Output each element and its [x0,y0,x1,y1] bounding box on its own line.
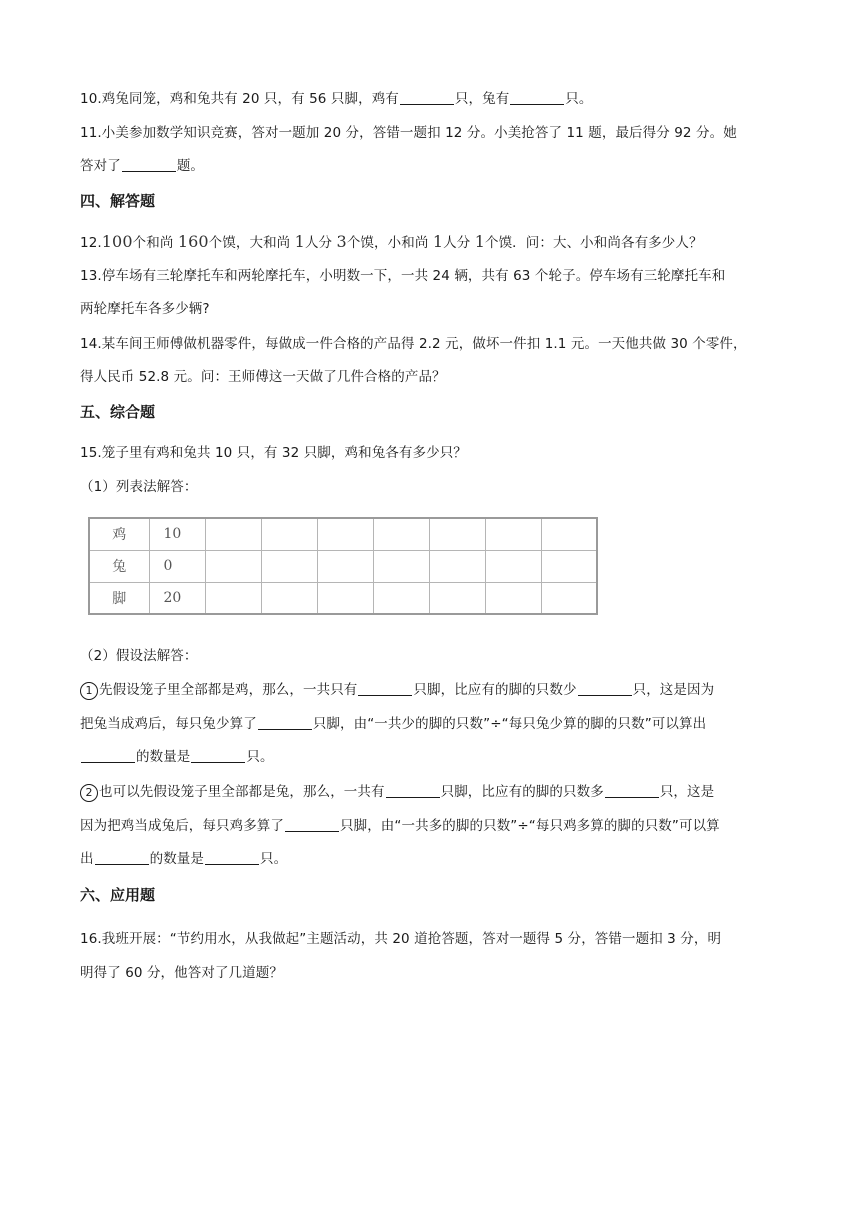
table-cell [541,582,597,614]
table-cell: 0 [149,550,205,582]
table-cell [205,550,261,582]
answer-blank [81,748,135,763]
assumption-2-line-2: 因为把鸡当成兔后，每只鸡多算了 只脚，由“一共多的脚的只数”÷“每只鸡多算的脚的只数”可以算 [80,818,720,834]
table-cell [485,582,541,614]
answer-blank [191,748,245,763]
table-cell: 20 [149,582,205,614]
table-cell [429,582,485,614]
question-15-stem: 15.笼子里有鸡和兔共 10 只，有 32 只脚，鸡和兔各有多少只？ [80,445,467,461]
table-cell [261,550,317,582]
question-11-line-1: 11.小美参加数学知识竞赛，答对一题加 20 分，答错一题扣 12 分。小美抢答了 11 题，最后得分 92 分。她 [80,125,737,141]
table-cell [317,582,373,614]
answer-blank [605,783,659,798]
assumption-1-line-2: 把兔当成鸡后，每只兔少算了 只脚，由“一共少的脚的只数”÷“每只兔少算的脚的只数”可以算出 [80,716,707,732]
section-heading-4: 四、解答题 [80,192,156,210]
table-cell [317,550,373,582]
question-16-line-1: 16.我班开展：“节约用水，从我做起”主题活动，共 20 道抢答题，答对一题得 5 分，答错一题扣 3 分，明 [80,931,722,947]
assumption-2-line-3: 出 的数量是 只。 [80,851,288,867]
table-cell: 脚 [89,582,149,614]
question-10: 10.鸡兔同笼，鸡和兔共有 20 只，有 56 只脚，鸡有 只，兔有 只。 [80,91,593,107]
list-method-table [88,517,598,615]
table-row [89,518,597,550]
table-cell [205,582,261,614]
assumption-2-line-1: 2 也可以先假设笼子里全部都是兔，那么，一共有 只脚，比应有的脚的只数多 只，这是 [80,782,714,802]
table-cell [485,550,541,582]
table-cell [429,518,485,550]
question-12: 12.100个和尚 160个馍，大和尚 1人分 3个馍，小和尚 1人分 1个馍．问：大、小和尚各有多少人？ [80,232,703,251]
answer-blank [386,783,440,798]
question-11-line-2: 答对了 题。 [80,158,205,174]
question-13-line-1: 13.停车场有三轮摩托车和两轮摩托车，小明数一下，一共 24 辆，共有 63 个轮子。停车场有三轮摩托车和 [80,268,726,284]
section-heading-5: 五、综合题 [80,403,156,421]
circled-number-1: 1 [80,682,98,700]
table-cell: 兔 [89,550,149,582]
question-14-line-1: 14.某车间王师傅做机器零件，每做成一件合格的产品得 2.2 元，做坏一件扣 1.1 元。一天他共做 30 个零件， [80,336,747,352]
question-14-line-2: 得人民币 52.8 元。问：王师傅这一天做了几件合格的产品？ [80,369,446,385]
table-cell [317,518,373,550]
assumption-1-line-1: 1 先假设笼子里全部都是鸡，那么，一共只有 只脚，比应有的脚的只数少 只，这是因为 [80,680,714,700]
question-13-line-2: 两轮摩托车各多少辆? [80,301,210,317]
question-15-part-2: （2）假设法解答： [80,648,198,664]
section-heading-6: 六、应用题 [80,886,156,904]
answer-blank [205,850,259,865]
question-16-line-2: 明得了 60 分，他答对了几道题？ [80,965,283,981]
table-cell: 鸡 [89,518,149,550]
table-cell [261,582,317,614]
answer-blank [122,157,176,172]
table-cell [485,518,541,550]
answer-blank [258,715,312,730]
table-cell [205,518,261,550]
circled-number-2: 2 [80,784,98,802]
table-cell [541,518,597,550]
answer-blank [285,817,339,832]
assumption-1-line-3: 的数量是 只。 [80,747,274,767]
table-cell [261,518,317,550]
answer-blank [400,90,454,105]
answer-blank [95,850,149,865]
table-cell [429,550,485,582]
question-15-part-1: （1）列表法解答： [80,479,198,495]
table-cell [373,518,429,550]
answer-blank [578,681,632,696]
table-row [89,582,597,614]
table-cell: 10 [149,518,205,550]
answer-blank [510,90,564,105]
table-cell [373,582,429,614]
table-cell [541,550,597,582]
answer-blank [358,681,412,696]
table-row [89,550,597,582]
table-cell [373,550,429,582]
